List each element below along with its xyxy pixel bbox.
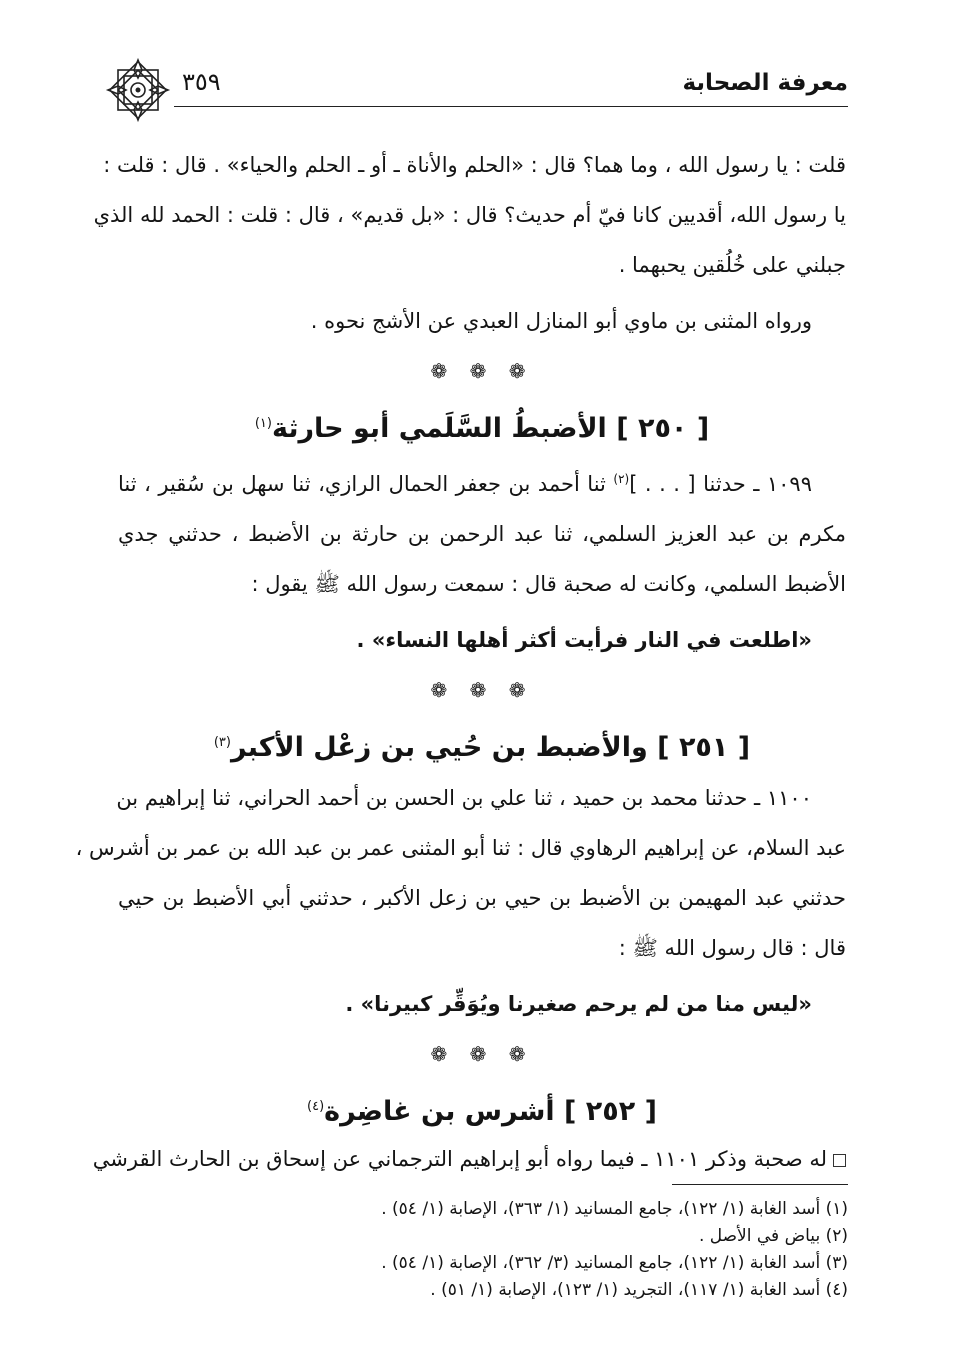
text-line: جبلني على خُلُقين يحبهما . <box>618 253 846 277</box>
text-line: قال : قال رسول الله ﷺ : <box>618 936 846 960</box>
section-separator: ❁ ❁ ❁ <box>430 678 534 702</box>
footnote-ref: (٢) <box>613 472 630 486</box>
text-line: ١١٠٠ ـ حدثنا محمد بن حميد ، ثنا علي بن الحسن بن أحمد الحراني، ثنا إبراهيم بن <box>116 786 812 810</box>
footnote-ref: (٤) <box>307 1099 325 1114</box>
hadith-quote: «اطلعت في النار فرأيت أكثر أهلها النساء» . <box>356 628 812 652</box>
text-line: ورواه المثنى بن ماوي أبو المنازل العبدي عن الأشج نحوه . <box>310 309 812 333</box>
text-line <box>92 1134 846 1184</box>
entry-heading-text: [ ٢٥٢ ] أشرس بن غاضِرة <box>324 1096 657 1127</box>
hadith-quote: «ليس منا من لم يرحم صغيرنا ويُوَقِّر كبيرنا» . <box>345 992 812 1016</box>
text-line: يا رسول الله، أقديين كانا فيّ أم حديث؟ قال : «بل قديم» ، قال : قلت : الحمد لله الذي <box>93 203 846 227</box>
entry-heading-text: [ ٢٥٠ ] الأضبطُ السَّلَمي أبو حارثة <box>271 413 710 444</box>
entry-heading-text: [ ٢٥١ ] والأضبط بن حُيي بن زعْل الأكبر <box>230 732 751 763</box>
text-line: عبد السلام، عن إبراهيم الرهاوي قال : ثنا أبو المثنى عمر بن عبد الله بن عمر بن أشرس ، <box>75 836 846 860</box>
section-separator: ❁ ❁ ❁ <box>430 1042 534 1066</box>
entry-heading <box>118 1077 846 1137</box>
page-body <box>75 140 846 1137</box>
entry-heading <box>118 394 846 454</box>
book-title: معرفة الصحابة <box>682 70 848 96</box>
hadith-text: ١٠٩٩ ـ حدثنا [ . . . ]$^{(٢)}$ ثنا أحمد بن جعفر الحمال الرازي، ثنا سهل بن سُقير ، ثنا <box>118 472 812 496</box>
entry-heading <box>118 713 846 773</box>
text-line: الأضبط السلمي، وكانت له صحبة قال : سمعت رسول الله ﷺ يقول : <box>251 572 846 596</box>
footnote-rule <box>672 1184 848 1185</box>
page-number: ٣٥٩ <box>182 68 221 96</box>
footnote: (٤) أسد الغابة (١/ ١١٧)، التجريد (١/ ١٢٣)، الإصابة (١/ ٥١) . <box>430 1280 848 1300</box>
text-line: مكرم بن عبد العزيز السلمي، ثنا عبد الرحمن بن حارثة بن الأضبط ، حدثني جدي <box>118 522 846 546</box>
page-header <box>104 64 848 108</box>
text-line: حدثني عبد المهيمن بن الأضبط بن حيي بن زعل الأكبر ، حدثني أبي الأضبط بن حيي <box>118 886 846 910</box>
footnote: (١) أسد الغابة (١/ ١٢٢)، جامع المسانيد (١/ ٣٦٣)، الإصابة (١/ ٥٤) . <box>381 1199 848 1219</box>
entry-text: له صحبة وذكر ١١٠١ ـ فيما رواه أبو إبراهيم الترجماني عن إسحاق بن الحارث القرشي <box>92 1147 827 1171</box>
star-rosette-ornament-icon <box>104 56 172 124</box>
text-line: قلت : يا رسول الله ، وما هما؟ قال : «الحلم والأناة ـ أو ـ الحلم والحياء» . قال : قلت : <box>103 153 846 177</box>
text-line <box>118 454 846 509</box>
footnote-ref: (١) <box>254 416 272 431</box>
footnote-ref: (٣) <box>213 735 231 750</box>
header-rule <box>174 106 848 107</box>
footnote: (٢) بياض في الأصل . <box>698 1226 848 1246</box>
footnotes <box>118 1196 848 1304</box>
section-separator: ❁ ❁ ❁ <box>430 359 534 383</box>
footnote: (٣) أسد الغابة (١/ ١٢٢)، جامع المسانيد (٣/ ٣٦٢)، الإصابة (١/ ٥٤) . <box>381 1253 848 1273</box>
square-marker-icon <box>833 1154 846 1167</box>
